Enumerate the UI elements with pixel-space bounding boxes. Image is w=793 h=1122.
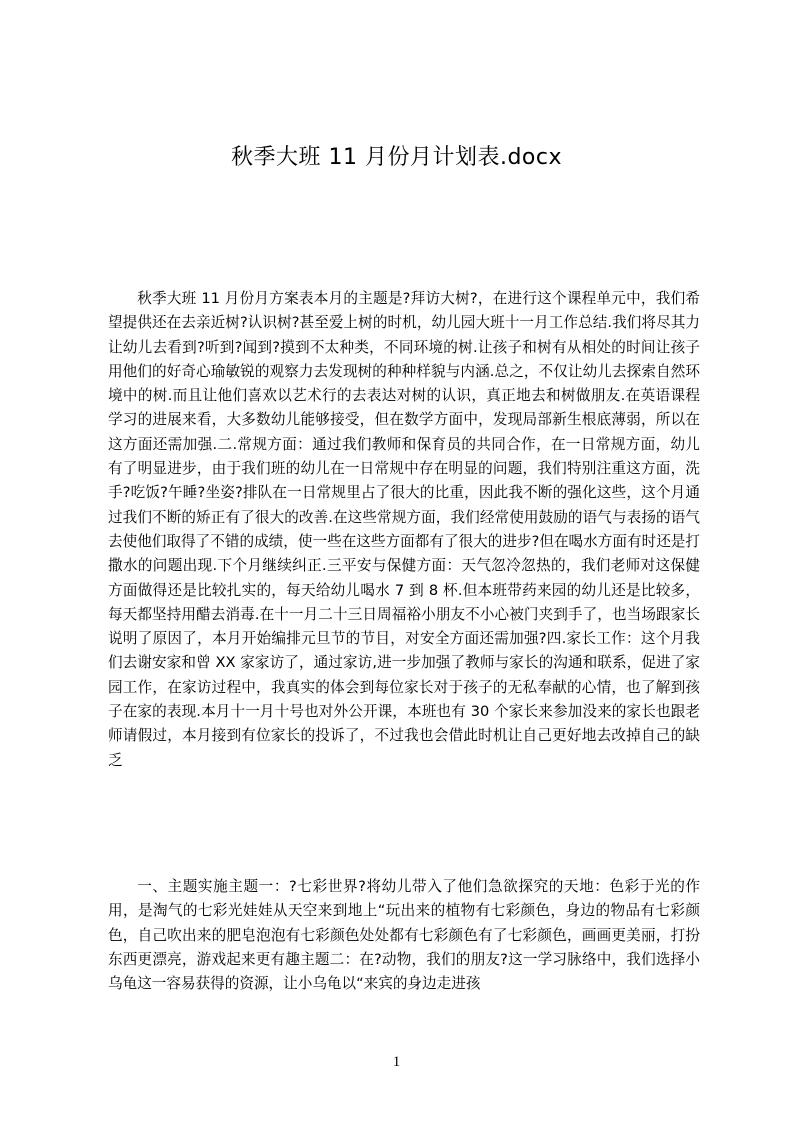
document-title: 秋季大班 11 月份月计划表.docx <box>230 145 562 170</box>
body-paragraph-1: 秋季大班 11 月份月方案表本月的主题是?拜访大树?，在进行这个课程单元中，我们希望提供还在去亲近树?认识树?甚至爱上树的时机，幼儿园大班十一月工作总结.我们将尽其力让幼儿去看到?听到?闻到?摸到不太种类，不同环境的树.让孩子和树有从相处的时间让孩子用他们的好奇心瑜敏锐的观察力去发现树的种种样貌与内涵.总之，不仅让幼儿去探索自然环境中的树.而且让他们喜欢以艺术行的去表达对树的认识，真正地去和树做朋友.在英语课程学习的进展来看，大多数幼儿能够接受，但在数学方面中，发现局部新生根底薄弱，所以在这方面还需加强.二.常规方面：通过我们教师和保育员的共同合作，在一日常规方面，幼儿有了明显进步，由于我们班的幼儿在一日常规中存在明显的问题，我们特别注重这方面，洗手?吃饭?午睡?坐姿?排队在一日常规里占了很大的比重，因此我不断的强化这些，这个月通过我们不断的矫正有了很大的改善.在这些常规方面，我们经常使用鼓励的语气与表扬的语气去使他们取得了不错的成绩，使一些在这些方面都有了很大的进步?但在喝水方面有时还是打撒水的问题出现.下个月继续纠正.三平安与保健方面：天气忽冷忽热的，我们老师对这保健方面做得还是比较扎实的，每天给幼儿喝水 7 到 8 杯.但本班带药来园的幼儿还是比较多，每天都坚持用醋去消毒.在十一月二十三日周福裕小朋友不小心被门夹到手了，也当场跟家长说明了原因了，本月开始编排元旦节的节目，对安全方面还需加强?四.家长工作：这个月我们去谢安家和曾 XX 家家访了，通过家访,进一步加强了教师与家长的沟通和联系，促进了家园工作，在家访过程中，我真实的体会到每位家长对于孩子的无私奉献的心情，也了解到孩子在家的表现.本月十一月十号也对外公开课，本班也有 30 个家长来参加没来的家长也跟老师请假过，本月接到有位家长的投诉了，不过我也会借此时机让自己更好地去改掉自己的缺乏 <box>108 290 700 769</box>
body-paragraph-2: 一、主题实施主题一：?七彩世界?将幼儿带入了他们急欲探究的天地：色彩于光的作用，是淘气的七彩光娃娃从天空来到地上“玩出来的植物有七彩颜色，身边的物品有七彩颜色，自己吹出来的肥皂泡泡有七彩颜色处处都有七彩颜色有了七彩颜色，画画更美丽，打扮东西更漂亮，游戏起来更有趣主题二：在?动物，我们的朋友?这一学习脉络中，我们选择小乌龟这一容易获得的资源，让小乌龟以“来宾的身边走进孩 <box>108 878 700 993</box>
page-number: 1 <box>392 1054 401 1070</box>
